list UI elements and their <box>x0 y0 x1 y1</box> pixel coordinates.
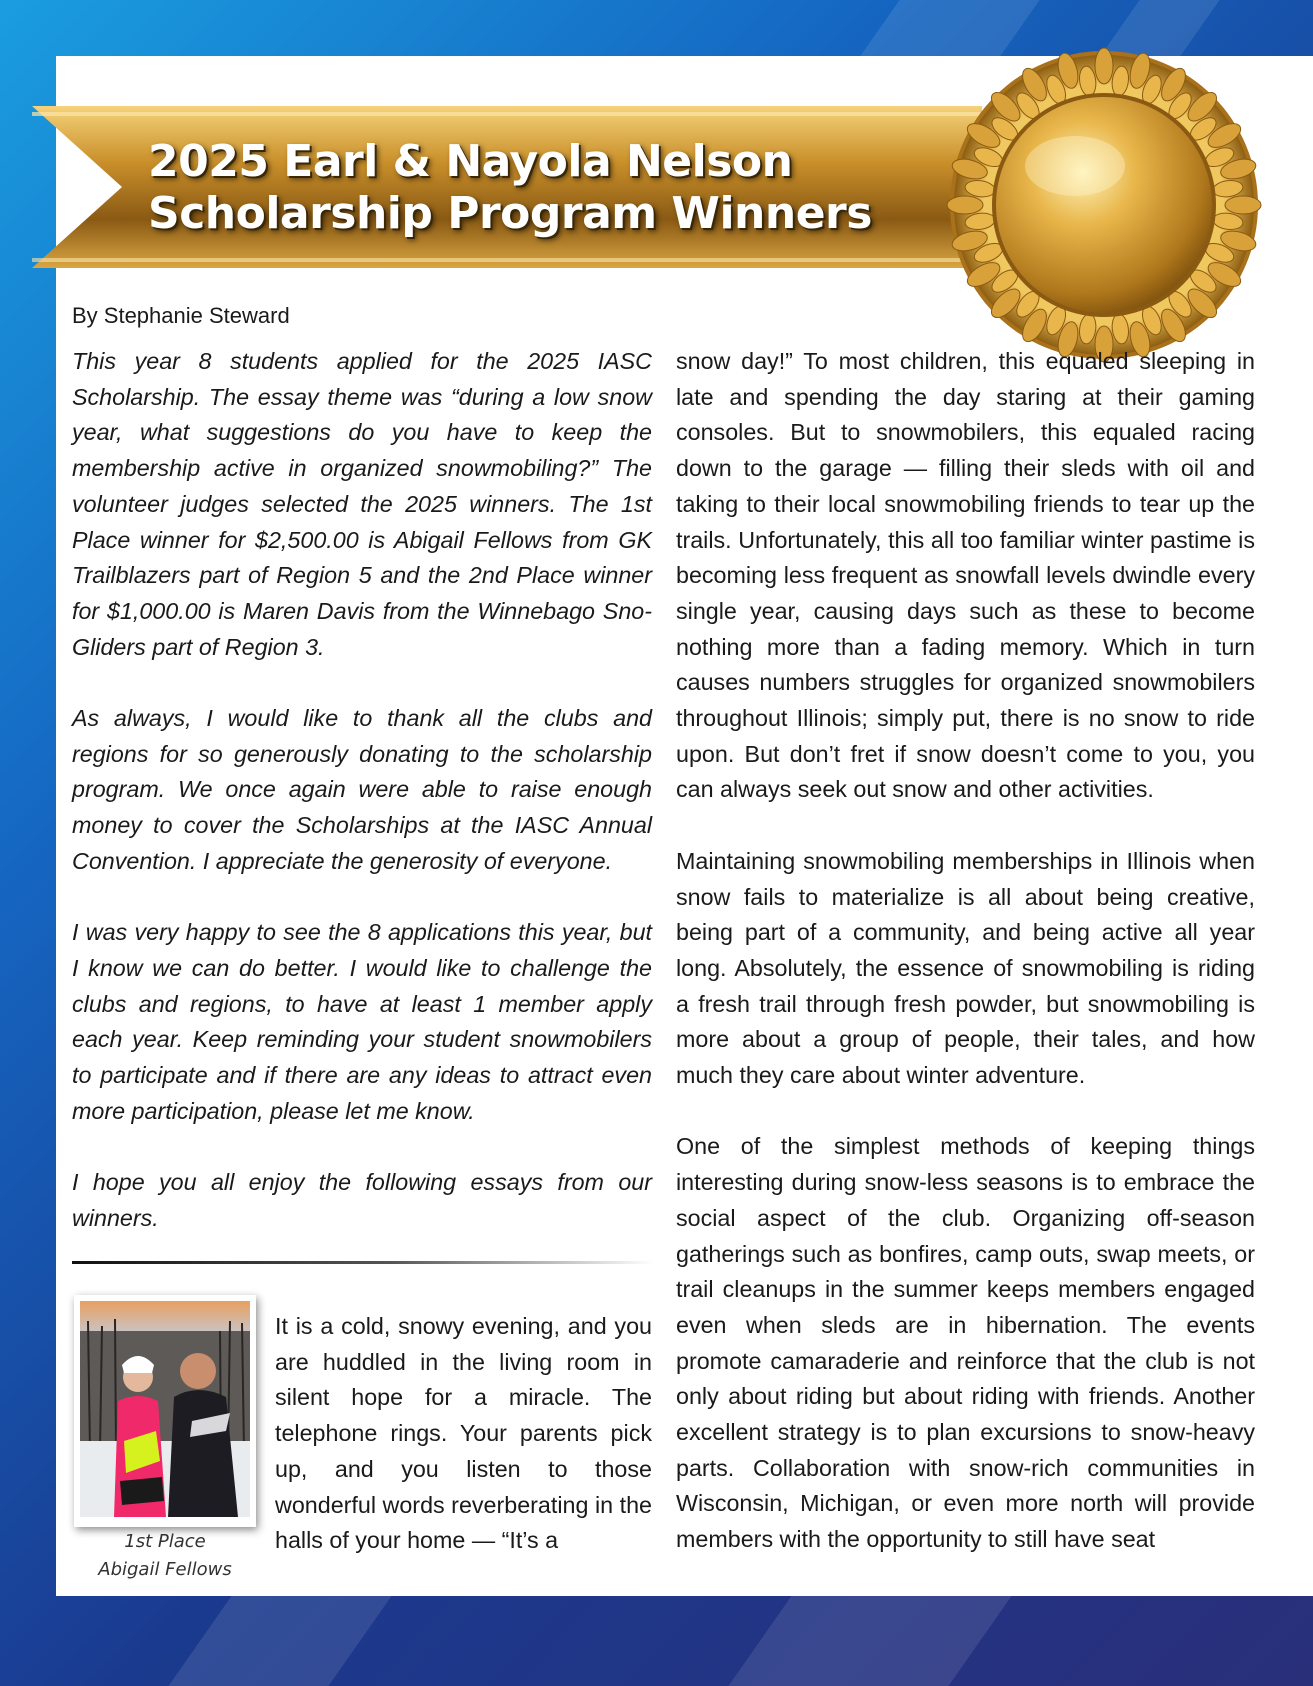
essay-opening-column <box>275 1309 652 1559</box>
title-line-1: 2025 Earl & Nayola Nelson <box>148 136 793 187</box>
intro-paragraph: I hope you all enjoy the following essays from our winners. <box>72 1169 652 1231</box>
intro-paragraph: I was very happy to see the 8 applications this year, but I know we can do better. I would like to challenge the clubs and regions, to have at least 1 member apply each year. Keep reminding your student snowmobilers to participate and if there are any ideas to attract even more participation, please let me know. <box>72 919 652 1124</box>
byline: By Stephanie Steward <box>72 303 290 328</box>
caption-place: 1st Place <box>124 1531 206 1552</box>
background-streak <box>168 1596 391 1686</box>
title-line-2: Scholarship Program Winners <box>148 188 872 239</box>
article-title <box>148 136 872 240</box>
gold-seal-icon <box>945 46 1263 364</box>
winner-photo <box>74 1295 256 1527</box>
photo-caption <box>70 1528 260 1584</box>
title-banner <box>32 106 982 268</box>
essay-opening-paragraph: It is a cold, snowy evening, and you are huddled in the living room in silent hope for a miracle. The telephone rings. Your parents pick up, and you listen to those wonderful words reverberating in the halls of your home — “It’s a <box>275 1313 652 1554</box>
section-divider <box>72 1261 654 1264</box>
background-streak <box>728 1596 1011 1686</box>
essay-paragraph: One of the simplest methods of keeping things interesting during snow-less seasons is to embrace the social aspect of the club. Organizing off-season gatherings such as bonfires, camp outs, swap meets, or trail cleanups in the summer keeps members engaged even when sleds are in hibernation. The events promote camaraderie and reinforce that the club is not only about riding but about riding with friends. Another excellent strategy is to plan excursions to snow-heavy parts. Collaboration with snow-rich communities in Wisconsin, Michigan, or even more north will provide members with the opportunity to still have seat <box>676 1133 1255 1553</box>
essay-paragraph: snow day!” To most children, this equaled sleeping in late and spending the day staring at their gaming consoles. But to snowmobilers, this equaled racing down to the garage — filling their sleds with oil and taking to their local snowmobiling friends to tear up the trails. Unfortunately, this all too familiar winter pastime is becoming less frequent as snowfall levels dwindle every single year, causing days such as these to become nothing more than a fading memory. Which in turn causes numbers struggles for organized snowmobilers throughout Illinois; simply put, there is no snow to ride upon. But don’t fret if snow doesn’t come to you, you can always seek out snow and other activities. <box>676 348 1255 803</box>
intro-paragraph: This year 8 students applied for the 2025 IASC Scholarship. The essay theme was “during a low snow year, what suggestions do you have to keep the membership active in organized snowmobiling?” The volunteer judges selected the 2025 winners. The 1st Place winner for $2,500.00 is Abigail Fellows from GK Trailblazers part of Region 5 and the 2nd Place winner for $1,000.00 is Maren Davis from the Winnebago Sno-Gliders part of Region 3. <box>72 348 652 660</box>
caption-name: Abigail Fellows <box>98 1559 232 1580</box>
intro-column <box>72 344 652 1237</box>
winner-photo-image <box>80 1301 250 1517</box>
essay-paragraph: Maintaining snowmobiling memberships in Illinois when snow fails to materialize is all about being creative, being part of a community, and being active all year long. Absolutely, the essence of snowmobiling is riding a fresh trail through fresh powder, but snowmobiling is more about a group of people, their tales, and how much they care about winter adventure. <box>676 847 1255 1089</box>
intro-paragraph: As always, I would like to thank all the clubs and regions for so generously donating to the scholarship program. We once again were able to raise enough money to cover the Scholarships at the IASC Annual Convention. I appreciate the generosity of everyone. <box>72 705 652 874</box>
essay-column <box>676 344 1255 1558</box>
